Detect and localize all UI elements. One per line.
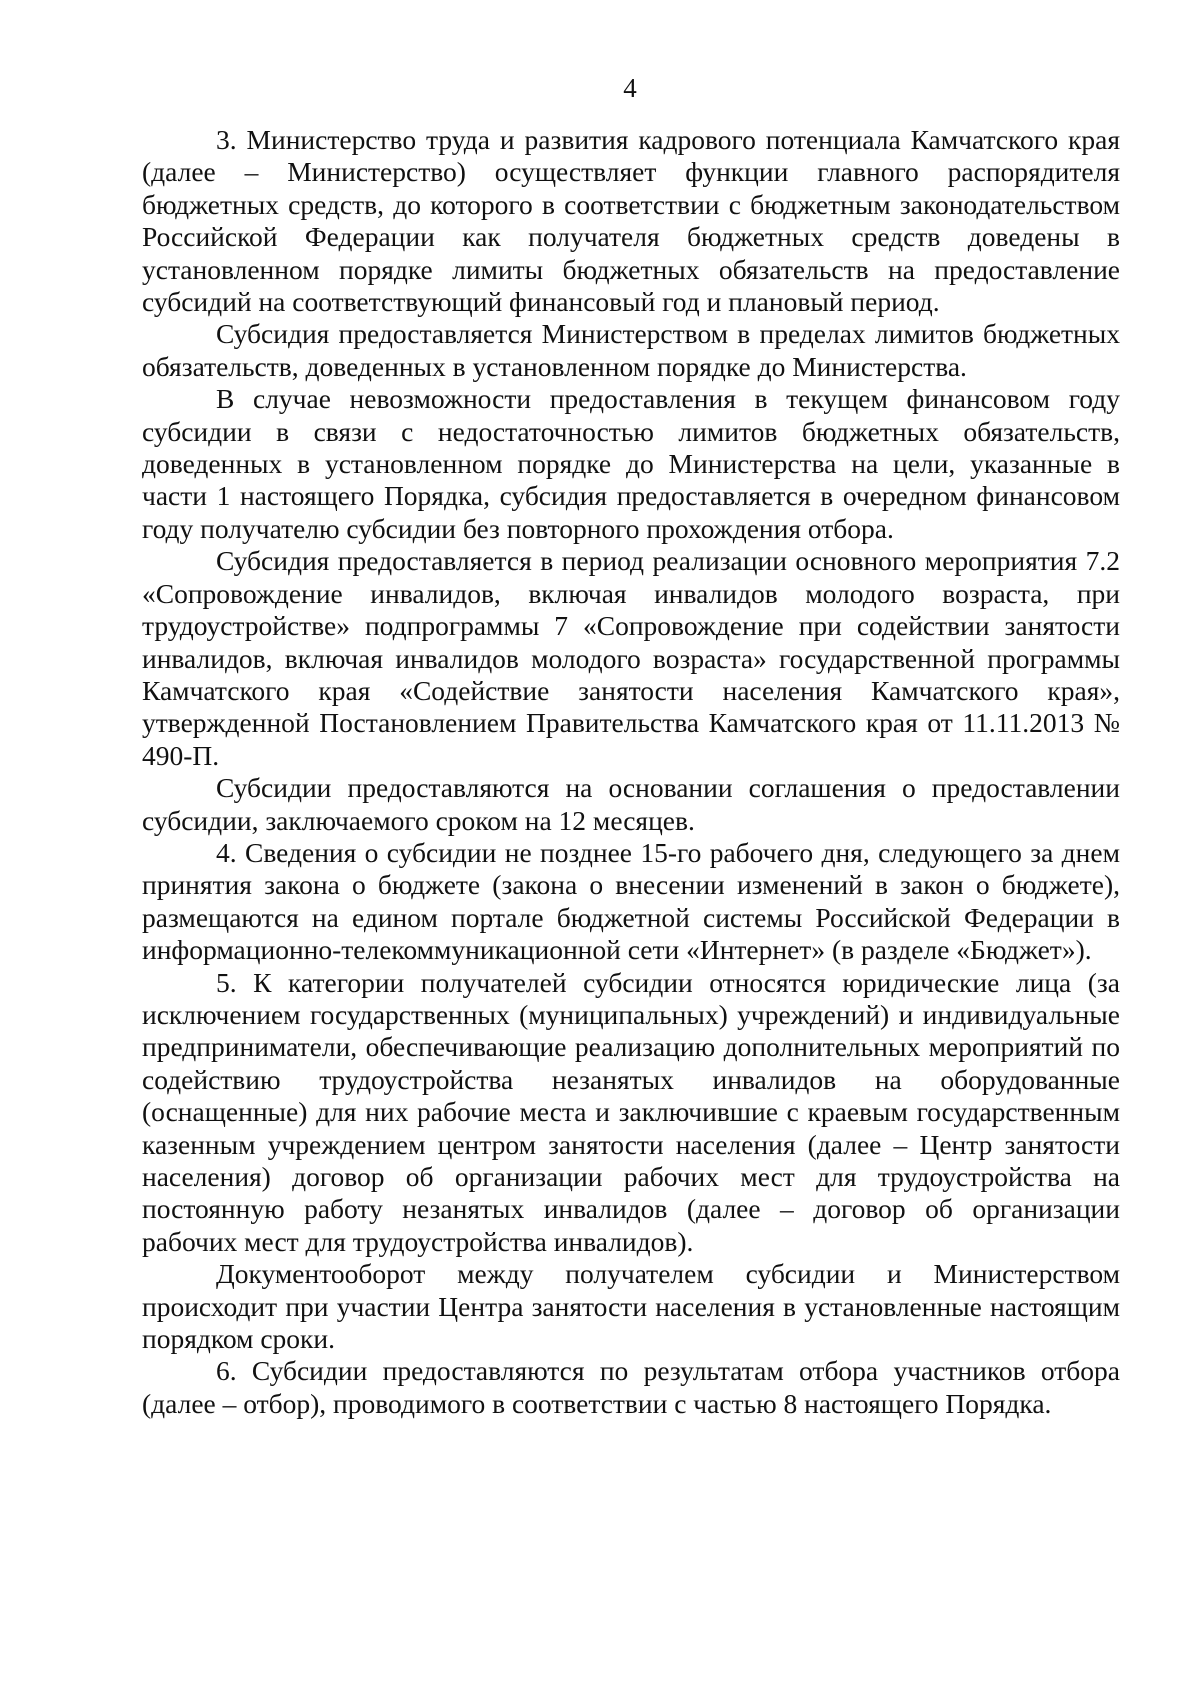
paragraph-subsidy-limits: Субсидия предоставляется Министерством в пределах лимитов бюджетных обязательств, доведенных в установленном порядке до Министерства.	[142, 318, 1120, 382]
page-number: 4	[623, 73, 637, 103]
paragraph-agreement: Субсидии предоставляются на основании соглашения о предоставлении субсидии, заключаемого сроком на 12 месяцев.	[142, 772, 1120, 836]
paragraph-insufficient-limits: В случае невозможности предоставления в текущем финансовом году субсидии в связи с недостаточностью лимитов бюджетных обязательств, доведенных в установленном порядке до Министерства на цели, указанные в части 1 настоящего Порядка, субсидия предоставляется в очередном финансовом году получателю субсидии без повторного прохождения отбора.	[142, 383, 1120, 544]
paragraph-4: 4. Сведения о субсидии не позднее 15-го рабочего дня, следующего за днем принятия закона о бюджете (закона о внесении изменений в закон о бюджете), размещаются на едином портале бюджетной системы Российской Федерации в информационно-телекоммуникационной сети «Интернет» (в разделе «Бюджет»).	[142, 836, 1120, 966]
paragraph-document-flow: Документооборот между получателем субсидии и Министерством происходит при участии Центра занятости населения в установленные настоящим порядком сроки.	[142, 1258, 1120, 1355]
paragraph-3: 3. Министерство труда и развития кадрового потенциала Камчатского края (далее – Министерство) осуществляет функции главного распорядителя бюджетных средств, до которого в соответствии с бюджетным законодательством Российской Федерации как получателя бюджетных средств доведены в установленном порядке лимиты бюджетных обязательств на предоставление субсидий на соответствующий финансовый год и плановый период.	[142, 124, 1120, 318]
paragraph-6: 6. Субсидии предоставляются по результатам отбора участников отбора (далее – отбор), проводимого в соответствии с частью 8 настоящего Порядка.	[142, 1355, 1120, 1419]
paragraph-program-period: Субсидия предоставляется в период реализации основного мероприятия 7.2 «Сопровождение инвалидов, включая инвалидов молодого возраста, при трудоустройстве» подпрограммы 7 «Сопровождение при содействии занятости инвалидов, включая инвалидов молодого возраста» государственной программы Камчатского края «Содействие занятости населения Камчатского края», утвержденной Постановлением Правительства Камчатского края от 11.11.2013 № 490-П.	[142, 545, 1120, 771]
document-body	[142, 124, 1120, 1420]
paragraph-5: 5. К категории получателей субсидии относятся юридические лица (за исключением государственных (муниципальных) учреждений) и индивидуальные предприниматели, обеспечивающие реализацию дополнительных мероприятий по содействию трудоустройства незанятых инвалидов на оборудованные (оснащенные) для них рабочие места и заключившие с краевым государственным казенным учреждением центром занятости населения (далее – Центр занятости населения) договор об организации рабочих мест для трудоустройства на постоянную работу незанятых инвалидов (далее – договор об организации рабочих мест для трудоустройства инвалидов).	[142, 966, 1120, 1257]
